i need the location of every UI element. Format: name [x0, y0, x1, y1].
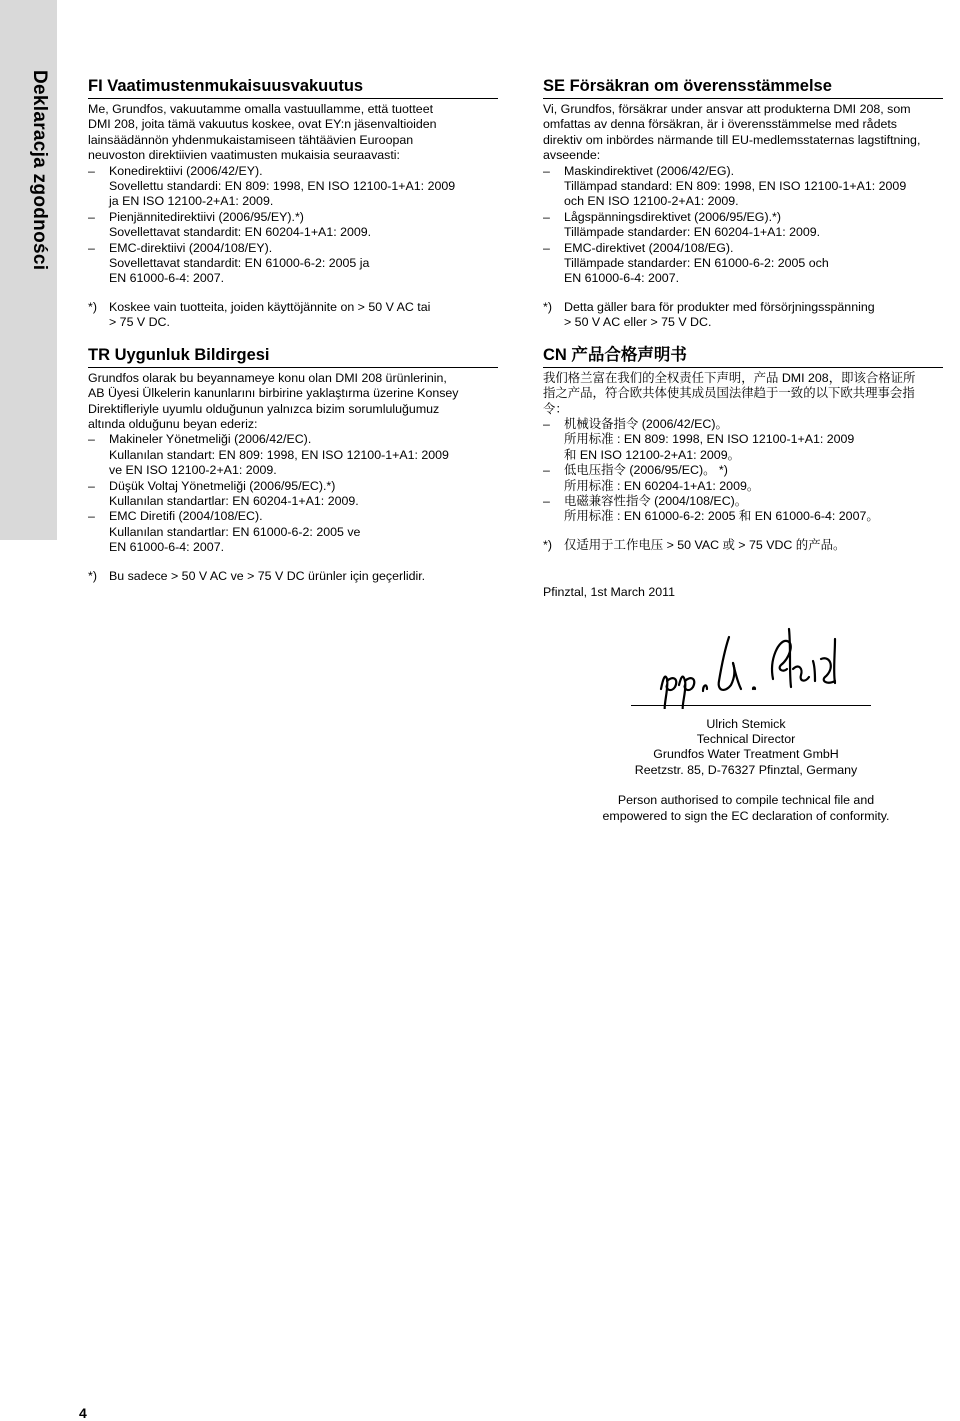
tr-directive-line: Kullanılan standartlar: EN 61000-6-2: 2005 ve [109, 524, 361, 539]
tr-directive-line: EN 61000-6-4: 2007. [109, 540, 225, 555]
fi-intro-line: lainsäädännön yhdenmukaistamiseen tähtäävien Euroopan [88, 132, 414, 147]
tr-directive-title-text: Makineler Yönetmeliği (2006/42/EC). [109, 432, 312, 447]
se-directive-line: Tillämpade standarder: EN 61000-6-2: 2005 och [564, 256, 829, 271]
tr-heading: TR Uygunluk Bildirgesi [88, 345, 498, 368]
page-number: 4 [79, 1405, 87, 1421]
tr-directive-line: Kullanılan standart: EN 809: 1998, EN ISO 12100-1+A1: 2009 [109, 447, 449, 462]
tr-directive-title [88, 479, 498, 494]
tr-directive-title-text: Düşük Voltaj Yönetmeliği (2006/95/EC).*) [109, 478, 336, 493]
tr-directive-line: Kullanılan standartlar: EN 60204-1+A1: 2009. [109, 493, 359, 508]
fi-intro [88, 102, 498, 164]
fi-directive-title-text: EMC-direktiivi (2004/108/EY). [109, 240, 273, 255]
cn-directive [543, 417, 943, 463]
signatory-address: Reetzstr. 85, D-76327 Pfinztal, Germany [634, 762, 858, 777]
se-directive [543, 210, 943, 241]
cn-directive-title [543, 494, 943, 509]
dash: – [543, 493, 550, 508]
tr-intro-line: Direktifleriyle uyumlu olduğunun yalnızca bizim sorumluluğumuz [88, 401, 440, 416]
se-footnote [543, 300, 943, 331]
fi-directive [88, 241, 498, 287]
se-directive-line: Tillämpad standard: EN 809: 1998, EN ISO 12100-1+A1: 2009 [564, 179, 907, 194]
se-directive-line: EN 61000-6-4: 2007. [564, 271, 680, 286]
cn-directive-line: 所用标准 : EN 809: 1998, EN ISO 12100-1+A1: 2009 [564, 432, 855, 447]
cn-directive-line: 所用标准 : EN 61000-6-2: 2005 和 EN 61000-6-4: 2007。 [564, 509, 879, 524]
handwritten-signature [649, 619, 849, 709]
se-intro [543, 102, 943, 164]
footnote-mark: *) [88, 568, 97, 583]
cn-directive-title [543, 417, 943, 432]
se-footnote-line: > 50 V AC eller > 75 V DC. [564, 315, 712, 330]
side-tab [0, 0, 57, 540]
side-tab-title: Deklaracja zgodności [29, 70, 50, 271]
dash: – [88, 240, 95, 255]
tr-intro-line: altında olduğunu beyan ederiz: [88, 416, 258, 431]
fi-directive-line: Sovellettu standardi: EN 809: 1998, EN ISO 12100-1+A1: 2009 [109, 179, 456, 194]
se-directive-line: och EN ISO 12100-2+A1: 2009. [564, 194, 739, 209]
tr-directive-title [88, 509, 498, 524]
cn-intro-line: 令： [543, 401, 568, 416]
footnote-mark: *) [543, 537, 552, 552]
dash: – [88, 163, 95, 178]
se-directive-title-text: Maskindirektivet (2006/42/EG). [564, 163, 735, 178]
tr-footnote [88, 569, 498, 584]
cn-footnote [543, 538, 943, 553]
cn-intro-line: 指之产品，符合欧共体使其成员国法律趋于一致的以下欧共理事会指 [543, 386, 915, 401]
cn-heading: CN 产品合格声明书 [543, 345, 943, 368]
signature-line [631, 705, 871, 706]
se-directive [543, 164, 943, 210]
se-intro-line: omfattas av denna försäkran, är i överensstämmelse med rådets [543, 117, 897, 132]
dash: – [88, 478, 95, 493]
tr-directive-title-text: EMC Diretifi (2004/108/EC). [109, 509, 263, 524]
cn-directive-line: 和 EN ISO 12100-2+A1: 2009。 [564, 447, 740, 462]
authorisation-line: empowered to sign the EC declaration of conformity. [602, 808, 890, 823]
place-date: Pfinztal, 1st March 2011 [543, 585, 676, 600]
se-footnote-line: Detta gäller bara för produkter med försörjningsspänning [564, 299, 875, 314]
dash: – [88, 509, 95, 524]
se-intro-line: Vi, Grundfos, försäkrar under ansvar att produkterna DMI 208, som [543, 102, 911, 116]
cn-directive-title-text: 机械设备指令 (2006/42/EC)。 [564, 416, 728, 431]
dash: – [88, 432, 95, 447]
dash: – [88, 209, 95, 224]
dash: – [543, 240, 550, 255]
fi-intro-line: DMI 208, joita tämä vakuutus koskee, ovat EY:n jäsenvaltioiden [88, 117, 437, 132]
footnote-mark: *) [543, 299, 552, 314]
se-directive-title [543, 241, 943, 256]
se-heading: SE Försäkran om överensstämmelse [543, 76, 943, 99]
tr-directive [88, 432, 498, 478]
tr-intro-line: Grundfos olarak bu beyannameye konu olan DMI 208 ürünlerinin, [88, 370, 447, 385]
tr-directive-title [88, 432, 498, 447]
fi-directive-title [88, 210, 498, 225]
se-intro-line: direktiv om inbördes närmande till EU-medlemsstaternas lagstiftning, [543, 132, 921, 147]
fi-footnote-line: > 75 V DC. [109, 315, 170, 330]
cn-intro [543, 371, 943, 417]
fi-directive-title [88, 241, 498, 256]
left-column [88, 76, 498, 584]
signatory [541, 717, 951, 824]
tr-footnote-line: Bu sadece > 50 V AC ve > 75 V DC ürünler için geçerlidir. [109, 568, 426, 583]
fi-directive-line: Sovellettavat standardit: EN 61000-6-2: 2005 ja [109, 256, 370, 271]
cn-directive-title-text: 电磁兼容性指令 (2004/108/EC)。 [564, 493, 748, 508]
signatory-company: Grundfos Water Treatment GmbH [653, 747, 839, 762]
se-directive-title-text: Lågspänningsdirektivet (2006/95/EG).*) [564, 209, 781, 224]
cn-directive-line: 所用标准 : EN 60204-1+A1: 2009。 [564, 478, 760, 493]
fi-footnote-line: Koskee vain tuotteita, joiden käyttöjännite on > 50 V AC tai [109, 299, 431, 314]
fi-directive [88, 164, 498, 210]
dash: – [543, 463, 550, 478]
fi-directive-line: Sovellettavat standardit: EN 60204-1+A1: 2009. [109, 225, 372, 240]
cn-directive [543, 494, 943, 525]
fi-heading: FI Vaatimustenmukaisuusvakuutus [88, 76, 498, 99]
signatory-name: Ulrich Stemick [706, 716, 786, 731]
tr-directive [88, 509, 498, 555]
signature-block [543, 607, 943, 717]
signatory-role: Technical Director [696, 731, 796, 746]
tr-intro-line: AB Üyesi Ülkelerin kanunlarını birbirine yaklaştırma üzerine Konsey [88, 386, 459, 401]
dash: – [543, 416, 550, 431]
cn-intro-line: 我们格兰富在我们的全权责任下声明，产品 DMI 208，即该合格证所 [543, 370, 916, 385]
tr-directive-line: ve EN ISO 12100-2+A1: 2009. [109, 463, 277, 478]
dash: – [543, 163, 550, 178]
fi-directive [88, 210, 498, 241]
fi-directive-title [88, 164, 498, 179]
se-directive-title [543, 164, 943, 179]
cn-directive-title-text: 低电压指令 (2006/95/EC)。 *) [564, 463, 728, 478]
fi-intro-line: neuvoston direktiivien vaatimusten mukaisia seuraavasti: [88, 148, 400, 163]
fi-footnote [88, 300, 498, 331]
fi-intro-line: Me, Grundfos, vakuutamme omalla vastuullamme, että tuotteet [88, 102, 434, 116]
right-column [543, 76, 943, 824]
se-intro-line: avseende: [543, 148, 601, 163]
se-directive-title-text: EMC-direktivet (2004/108/EG). [564, 240, 734, 255]
fi-directive-line: EN 61000-6-4: 2007. [109, 271, 225, 286]
cn-footnote-line: 仅适用于工作电压 > 50 VAC 或 > 75 VDC 的产品。 [564, 537, 846, 552]
cn-directive [543, 463, 943, 494]
tr-directive [88, 479, 498, 510]
fi-directive-title-text: Konedirektiivi (2006/42/EY). [109, 163, 263, 178]
fi-directive-title-text: Pienjännitedirektiivi (2006/95/EY).*) [109, 209, 304, 224]
fi-directive-line: ja EN ISO 12100-2+A1: 2009. [109, 194, 274, 209]
tr-intro [88, 371, 498, 433]
cn-directive-title [543, 463, 943, 478]
se-directive-line: Tillämpade standarder: EN 60204-1+A1: 2009. [564, 225, 821, 240]
se-directive [543, 241, 943, 287]
se-directive-title [543, 210, 943, 225]
dash: – [543, 209, 550, 224]
footnote-mark: *) [88, 299, 97, 314]
authorisation-line: Person authorised to compile technical file and [617, 793, 875, 808]
